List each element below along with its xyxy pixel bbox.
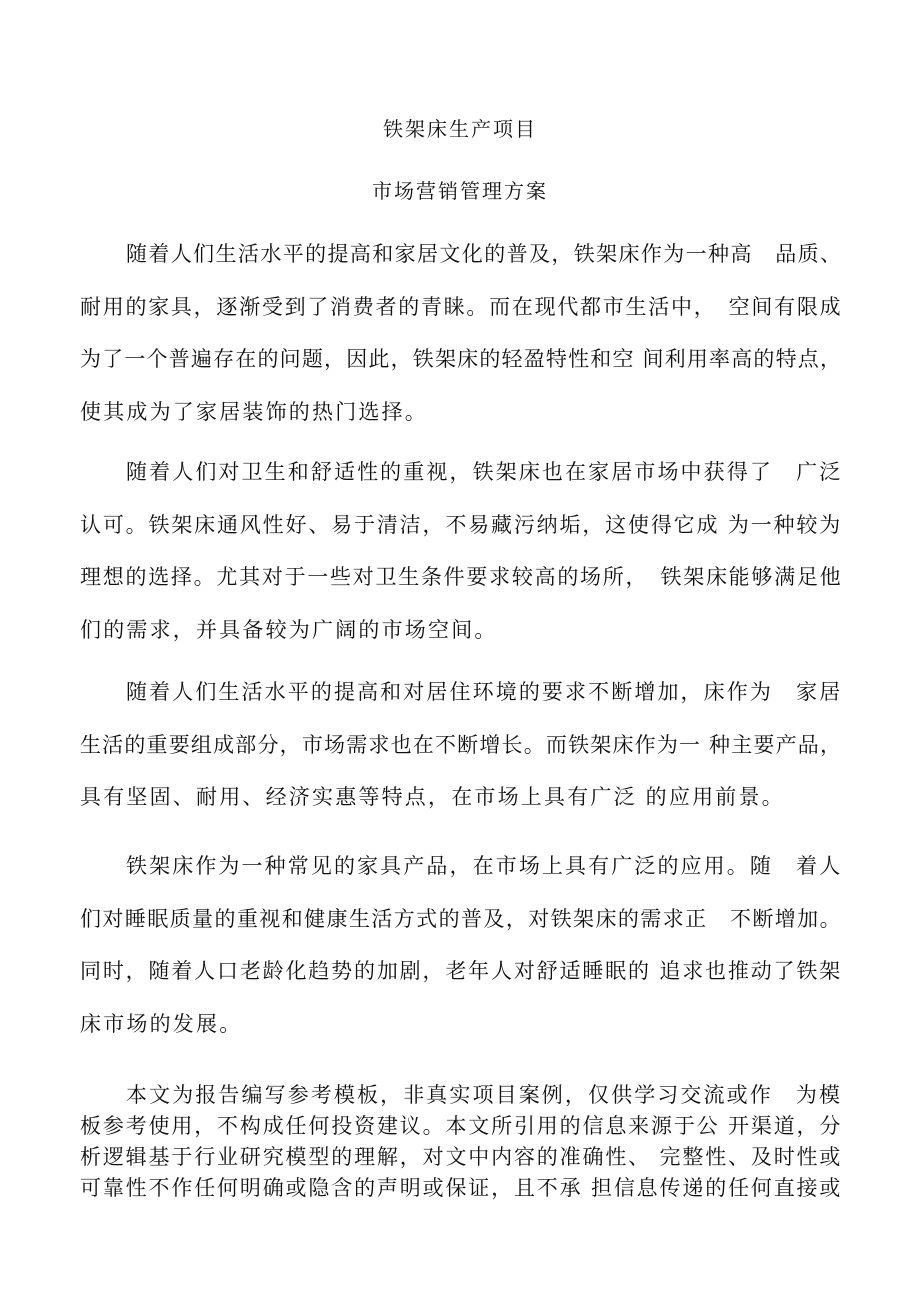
paragraph-1: [80, 228, 842, 438]
paragraph-line: 随着人们生活水平的提高和对居住环境的要求不断增加，床作为 家居: [126, 680, 842, 704]
disclaimer-line: 可靠性不作任何明确或隐含的声明或保证，且不承 担信息传递的任何直接或: [80, 1176, 842, 1200]
paragraph-line: 具有坚固、耐用、经济实惠等特点，在市场上具有广泛 的应用前景。: [80, 785, 785, 809]
paragraph-line: 使其成为了家居装饰的热门选择。: [80, 399, 428, 424]
paragraph-line: 随着人们对卫生和舒适性的重视，铁架床也在家居市场中获得了 广泛: [126, 460, 842, 484]
paragraph-line: 同时，随着人口老龄化趋势的加剧，老年人对舒适睡眠的 追求也推动了铁架: [80, 959, 842, 983]
disclaimer: [80, 1080, 842, 1204]
paragraph-4: [80, 840, 842, 1050]
document-title: 铁架床生产项目: [383, 117, 537, 141]
paragraph-line: 耐用的家具，逐渐受到了消费者的青睐。而在现代都市生活中， 空间有限成: [80, 294, 842, 319]
paragraph-line: 理想的选择。尤其对于一些对卫生条件要求较高的场所， 铁架床能够满足他: [80, 565, 842, 589]
disclaimer-line: 析逻辑基于行业研究模型的理解，对文中内容的准确性、 完整性、及时性或: [80, 1145, 842, 1169]
disclaimer-line: 板参考使用，不构成任何投资建议。本文所引用的信息来源于公 开渠道，分: [80, 1114, 842, 1138]
paragraph-line: 随着人们生活水平的提高和家居文化的普及，铁架床作为一种高 品质、: [126, 242, 842, 266]
document-subtitle: 市场营销管理方案: [372, 179, 548, 203]
paragraph-2: [80, 446, 842, 656]
disclaimer-line: 本文为报告编写参考模板，非真实项目案例，仅供学习交流或作 为模: [126, 1083, 842, 1107]
paragraph-line: 生活的重要组成部分，市场需求也在不断增长。而铁架床作为一 种主要产品，: [80, 732, 842, 757]
paragraph-3: [80, 666, 842, 824]
paragraph-line: 们对睡眠质量的重视和健康生活方式的普及，对铁架床的需求正 不断增加。: [80, 906, 842, 931]
paragraph-line: 铁架床作为一种常见的家具产品，在市场上具有广泛的应用。随 着人: [126, 854, 842, 878]
paragraph-line: 为了一个普遍存在的问题，因此，铁架床的轻盈特性和空 间利用率高的特点，: [80, 347, 842, 371]
paragraph-line: 认可。铁架床通风性好、易于清洁，不易藏污纳垢，这使得它成 为一种较为: [80, 512, 842, 537]
paragraph-line: 床市场的发展。: [80, 1011, 243, 1036]
paragraph-line: 们的需求，并具备较为广阔的市场空间。: [80, 617, 498, 642]
